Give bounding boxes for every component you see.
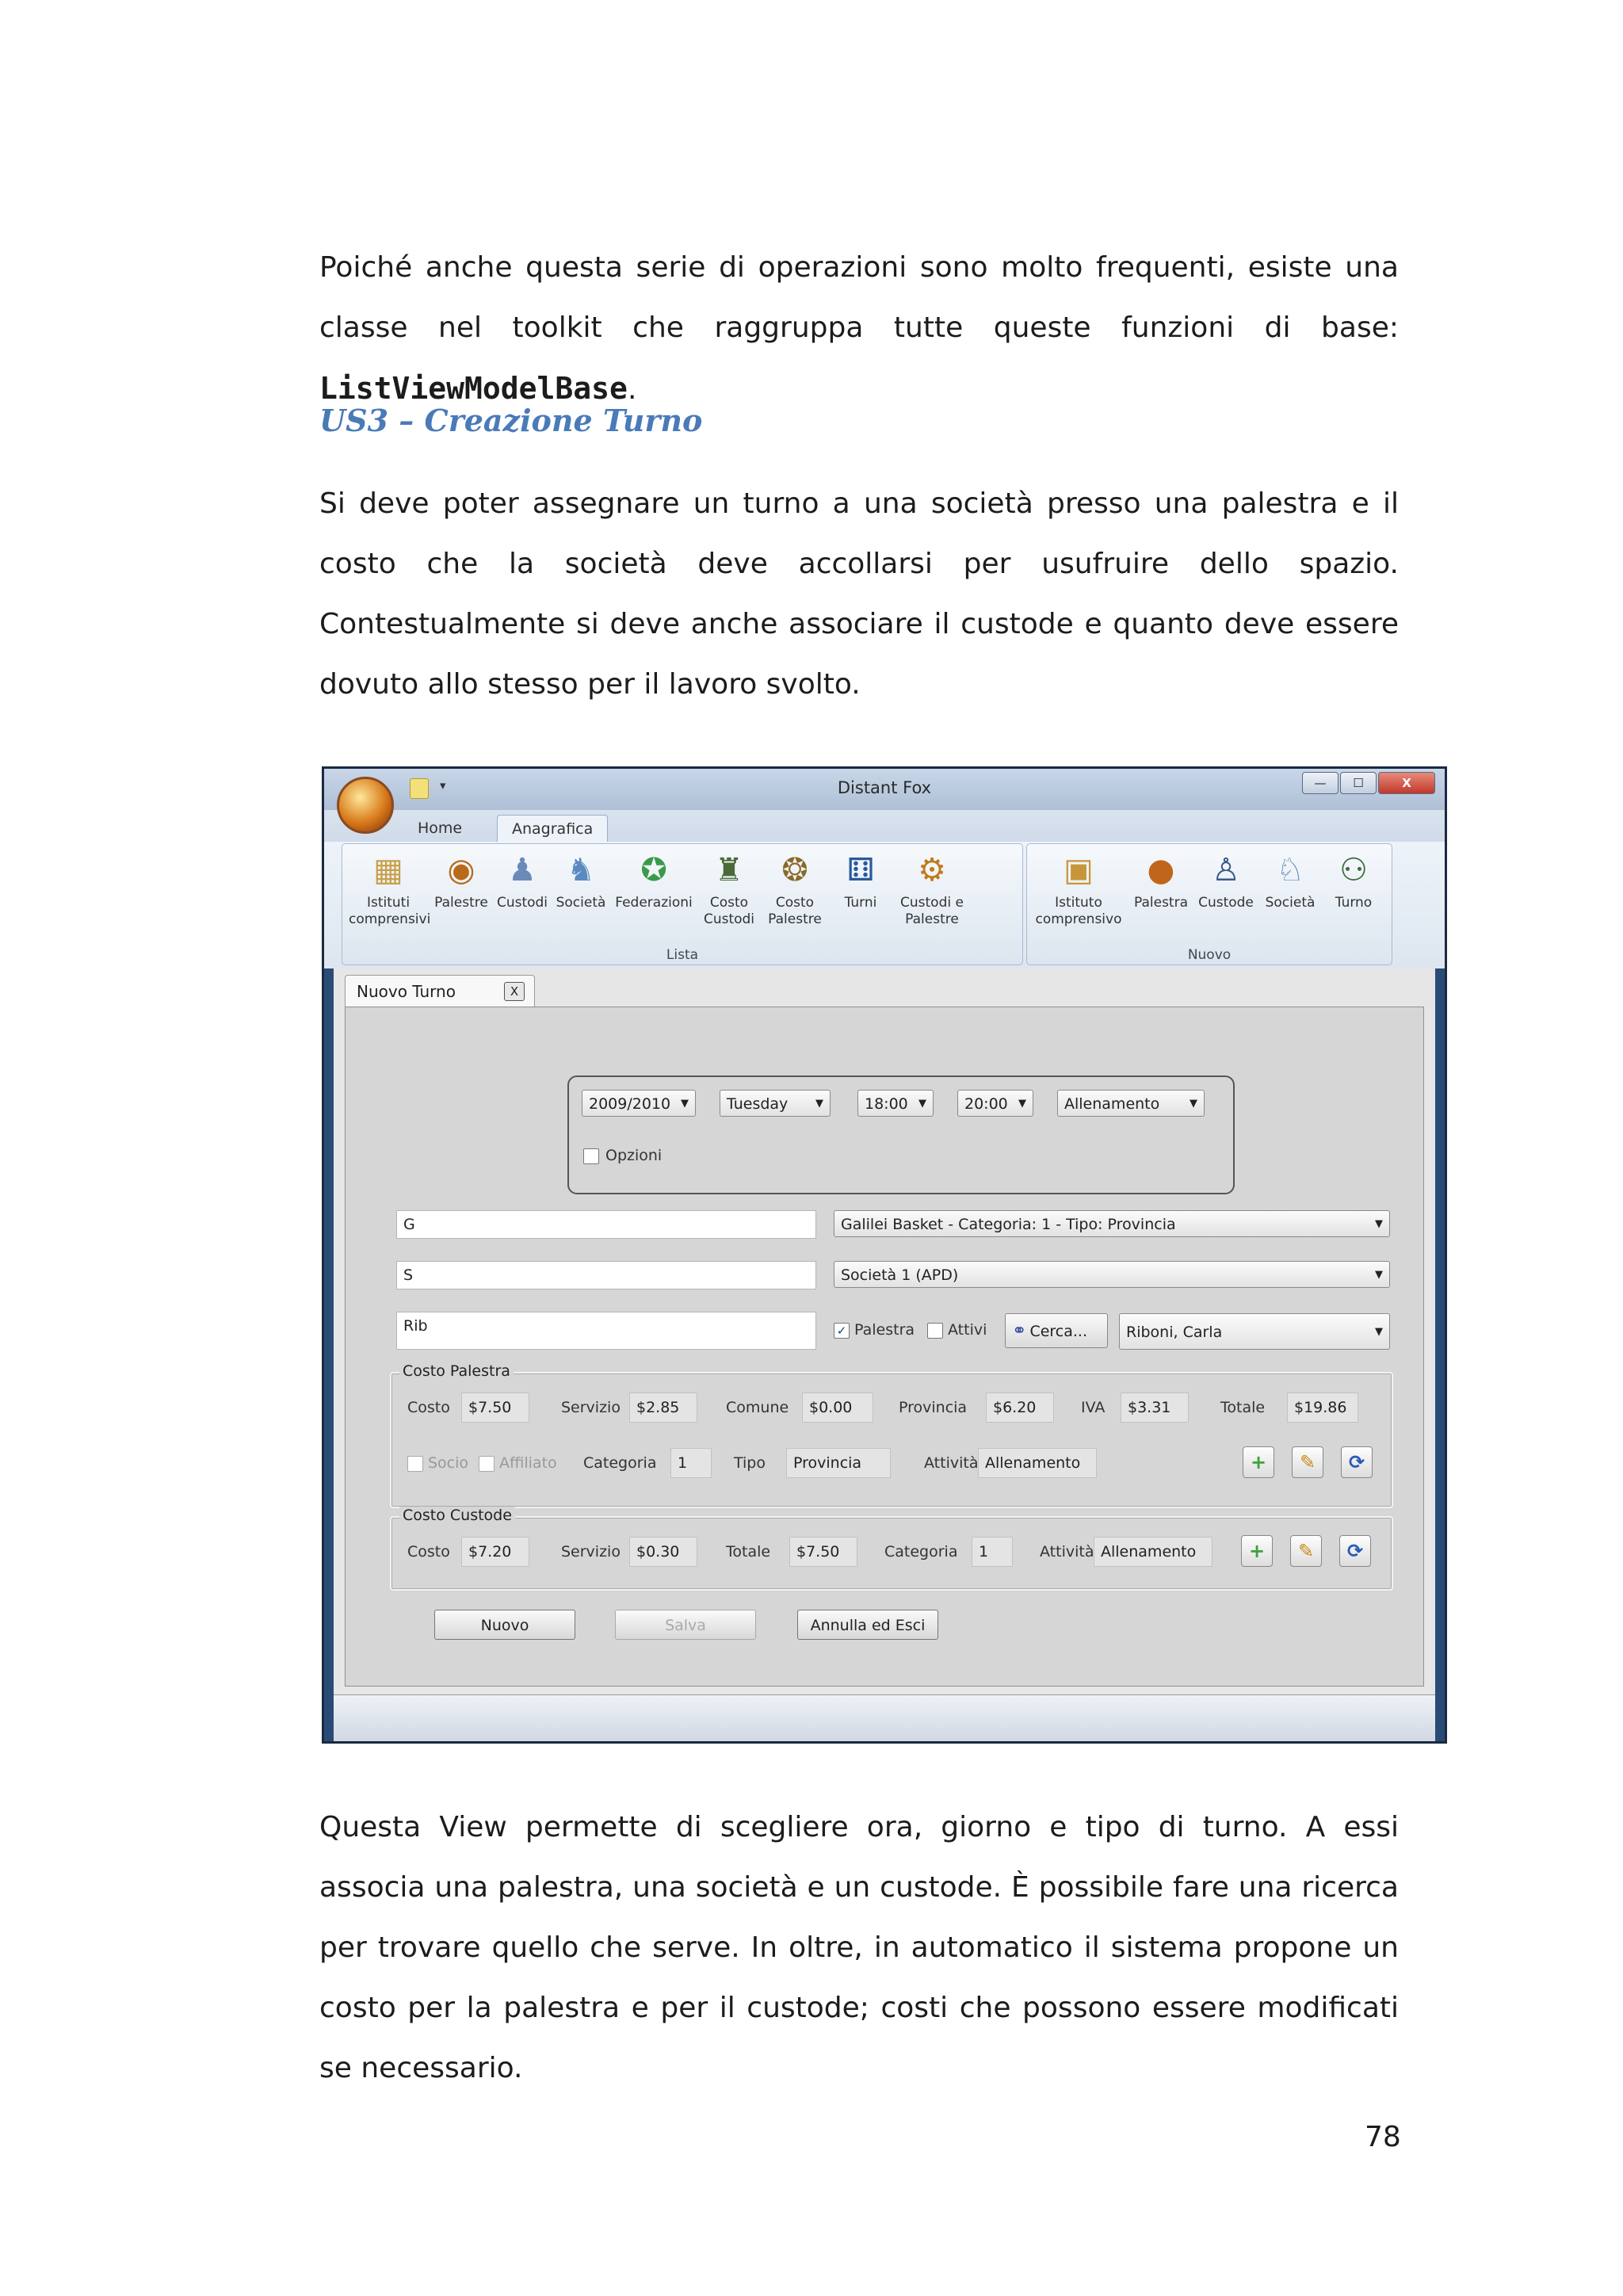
ribbon-button-nuovo-turno[interactable]: ⚇ Turno bbox=[1335, 852, 1373, 911]
ribbon-button-palestre[interactable]: ◉ Palestre bbox=[434, 852, 488, 911]
ribbon-button-societa[interactable]: ♞ Società bbox=[556, 852, 606, 911]
edit-gym-cost-button[interactable] bbox=[1292, 1446, 1323, 1478]
intro-text: Poiché anche questa serie di operazioni sono molto frequenti, esiste una classe nel toolkit che raggruppa tutte queste funzioni di base: bbox=[319, 251, 1399, 344]
socio-label: Socio bbox=[428, 1454, 469, 1472]
custodian-activity-value[interactable]: Allenamento bbox=[1094, 1537, 1212, 1567]
gym-icon: ◉ bbox=[447, 852, 475, 888]
app-window-screenshot bbox=[322, 766, 1447, 1744]
box-icon: ▣ bbox=[1064, 852, 1094, 888]
shifts-icon: ⚅ bbox=[846, 852, 875, 888]
affiliato-label: Affiliato bbox=[499, 1454, 557, 1472]
custodian-cost-value[interactable]: $7.20 bbox=[461, 1537, 529, 1567]
minimize-button[interactable]: — bbox=[1302, 772, 1338, 794]
gym-cost-label: Costo bbox=[407, 1399, 450, 1416]
refresh-icon: ⟳ bbox=[1346, 1540, 1364, 1562]
gym-comune-label: Comune bbox=[726, 1399, 789, 1416]
gym-cost-group bbox=[390, 1362, 1393, 1508]
edit-custodian-cost-button[interactable] bbox=[1290, 1535, 1322, 1567]
gym-select[interactable]: Galilei Basket - Categoria: 1 - Tipo: Provincia ▼ bbox=[834, 1210, 1390, 1237]
shift-icon: ⚇ bbox=[1339, 852, 1368, 888]
palestra-label: Palestra bbox=[854, 1321, 915, 1339]
status-bar bbox=[334, 1694, 1435, 1741]
chevron-down-icon: ▼ bbox=[1375, 1269, 1383, 1281]
gym-type-label: Tipo bbox=[734, 1454, 766, 1472]
chevron-down-icon: ▼ bbox=[918, 1098, 926, 1110]
gym-total-value[interactable]: $19.86 bbox=[1287, 1392, 1358, 1423]
title-bar bbox=[324, 769, 1445, 810]
chevron-down-icon: ▼ bbox=[1190, 1098, 1197, 1110]
ribbon-group-nuovo bbox=[1026, 843, 1392, 965]
school-icon: ▦ bbox=[373, 852, 403, 888]
affiliato-checkbox[interactable] bbox=[479, 1456, 495, 1472]
gym-service-label: Servizio bbox=[561, 1399, 621, 1416]
close-tab-button[interactable]: X bbox=[504, 982, 525, 1001]
pencil-icon: ✎ bbox=[1297, 1540, 1315, 1562]
description-paragraph: Si deve poter assegnare un turno a una società presso una palestra e il costo che la società deve accollarsi per usufruire dello spazio. Contestualmente si deve anche associare il custode e quanto deve essere dovuto allo stesso per il lavoro svolto. bbox=[319, 487, 1399, 701]
ribbon-button-nuovo-istituto[interactable]: ▣ Istituto comprensivo bbox=[1035, 852, 1122, 927]
custodian-total-value[interactable]: $7.50 bbox=[789, 1537, 857, 1567]
tab-nuovo-turno[interactable] bbox=[345, 975, 535, 1007]
federations-icon: ✪ bbox=[640, 852, 667, 888]
section-heading: US3 – Creazione Turno bbox=[319, 403, 703, 438]
save-button[interactable]: Salva bbox=[615, 1610, 756, 1640]
search-button[interactable]: ⚭ Cerca... bbox=[1005, 1313, 1108, 1348]
ribbon-button-turni[interactable]: ⚅ Turni bbox=[831, 850, 891, 911]
gym-search-input[interactable]: G bbox=[396, 1210, 816, 1239]
club-icon: ♘ bbox=[1276, 852, 1304, 888]
intro-period: . bbox=[627, 373, 637, 406]
tab-anagrafica[interactable]: Anagrafica bbox=[497, 815, 608, 842]
ribbon-group-lista bbox=[342, 843, 1023, 965]
closing-paragraph: Questa View permette di scegliere ora, giorno e tipo di turno. A essi associa una palestra, una società e un custode. È possibile fare una ricerca per trovare quello che serve. In oltre, in automatico il sistema propone un costo per la palestra e per il custode; costi che possono essere modificati se necessario. bbox=[319, 1811, 1399, 2084]
year-select[interactable]: 2009/2010 ▼ bbox=[582, 1090, 696, 1117]
chevron-down-icon: ▼ bbox=[815, 1098, 823, 1110]
custodian-service-label: Servizio bbox=[561, 1543, 621, 1561]
new-button[interactable]: Nuovo bbox=[434, 1610, 575, 1640]
gym-cost-value[interactable]: $7.50 bbox=[461, 1392, 529, 1423]
ribbon-button-custodi-palestre[interactable]: ⚙ Custodi e Palestre bbox=[900, 852, 964, 927]
intro-paragraph bbox=[319, 238, 1399, 420]
ribbon-button-istituti[interactable]: ▦ Istituti comprensivi bbox=[349, 852, 431, 927]
class-name-code: ListViewModelBase bbox=[319, 371, 628, 406]
start-time-select[interactable]: 18:00 ▼ bbox=[857, 1090, 934, 1117]
add-gym-cost-button[interactable] bbox=[1243, 1446, 1274, 1478]
window-title: Distant Fox bbox=[837, 778, 932, 797]
chevron-down-icon: ▼ bbox=[1018, 1098, 1026, 1110]
custodian-category-label: Categoria bbox=[884, 1543, 958, 1561]
ribbon-tab-strip bbox=[324, 810, 1445, 842]
ribbon-button-nuova-societa[interactable]: ♘ Società bbox=[1265, 852, 1316, 911]
gym-comune-value[interactable]: $0.00 bbox=[802, 1392, 873, 1423]
gym-provincia-value[interactable]: $6.20 bbox=[986, 1392, 1054, 1423]
club-search-input[interactable]: S bbox=[396, 1261, 816, 1289]
maximize-button[interactable]: ☐ bbox=[1340, 772, 1377, 794]
end-time-select[interactable]: 20:00 ▼ bbox=[957, 1090, 1033, 1117]
plus-icon: + bbox=[1248, 1540, 1266, 1562]
gym-provincia-label: Provincia bbox=[899, 1399, 968, 1416]
cancel-exit-button[interactable]: Annulla ed Esci bbox=[797, 1610, 938, 1640]
shift-type-select[interactable]: Allenamento ▼ bbox=[1057, 1090, 1205, 1117]
ribbon-button-costo-palestre[interactable]: ❂ Costo Palestre bbox=[768, 852, 822, 927]
gym-total-label: Totale bbox=[1220, 1399, 1266, 1416]
gym-iva-value[interactable]: $3.31 bbox=[1121, 1392, 1189, 1423]
custodian-cost-legend: Costo Custode bbox=[399, 1507, 515, 1524]
ribbon-group-label-lista: Lista bbox=[666, 947, 699, 963]
gym-activity-label: Attività bbox=[924, 1454, 979, 1472]
ball-icon: ● bbox=[1147, 852, 1175, 888]
close-button[interactable]: X bbox=[1378, 772, 1435, 794]
custodians-gyms-icon: ⚙ bbox=[918, 852, 946, 888]
day-select[interactable]: Tuesday ▼ bbox=[720, 1090, 831, 1117]
client-area bbox=[334, 968, 1435, 1741]
add-custodian-cost-button[interactable] bbox=[1241, 1535, 1273, 1567]
chevron-down-icon: ▼ bbox=[1375, 1326, 1383, 1338]
gym-cost-legend: Costo Palestra bbox=[399, 1362, 514, 1380]
socio-checkbox[interactable] bbox=[407, 1456, 423, 1472]
clubs-icon: ♞ bbox=[567, 852, 595, 888]
club-select[interactable]: Società 1 (APD) ▼ bbox=[834, 1261, 1390, 1288]
plus-icon: + bbox=[1250, 1451, 1267, 1473]
custodian-cost-icon: ♜ bbox=[715, 852, 743, 888]
custodian-category-value[interactable]: 1 bbox=[972, 1537, 1013, 1567]
custodian-service-value[interactable]: $0.30 bbox=[629, 1537, 697, 1567]
gym-type-value[interactable]: Provincia bbox=[786, 1448, 891, 1478]
ribbon-button-federazioni[interactable]: ✪ Federazioni bbox=[615, 852, 693, 911]
attivi-label: Attivi bbox=[948, 1321, 987, 1339]
options-label: Opzioni bbox=[605, 1147, 663, 1164]
pencil-icon: ✎ bbox=[1299, 1451, 1316, 1473]
ribbon-group-label-nuovo: Nuovo bbox=[1187, 947, 1232, 963]
ribbon-button-costo-custodi[interactable]: ♜ Costo Custodi bbox=[703, 852, 755, 927]
refresh-custodian-cost-button[interactable] bbox=[1339, 1535, 1371, 1567]
custodian-total-label: Totale bbox=[726, 1543, 771, 1561]
custodian-select[interactable]: Riboni, Carla ▼ bbox=[1119, 1313, 1390, 1350]
custodians-icon: ♟ bbox=[508, 852, 537, 888]
gym-iva-label: IVA bbox=[1081, 1399, 1106, 1416]
application-menu-button[interactable] bbox=[337, 777, 394, 834]
page-number: 78 bbox=[1365, 2121, 1401, 2153]
attivi-checkbox[interactable] bbox=[927, 1323, 943, 1339]
gym-category-label: Categoria bbox=[583, 1454, 657, 1472]
ribbon-button-custodi[interactable]: ♟ Custodi bbox=[496, 852, 548, 911]
gym-service-value[interactable]: $2.85 bbox=[629, 1392, 697, 1423]
gym-cost-icon: ❂ bbox=[781, 852, 808, 888]
ribbon-button-nuovo-custode[interactable]: ♙ Custode bbox=[1198, 852, 1254, 911]
turno-form-panel bbox=[345, 1007, 1424, 1687]
ribbon bbox=[324, 842, 1445, 968]
custodian-icon: ♙ bbox=[1212, 852, 1240, 888]
refresh-icon: ⟳ bbox=[1348, 1451, 1365, 1473]
custodian-search-input[interactable]: Rib bbox=[396, 1312, 816, 1350]
options-checkbox[interactable] bbox=[583, 1148, 599, 1164]
palestra-checkbox[interactable]: ✓ bbox=[834, 1323, 850, 1339]
custodian-activity-label: Attività bbox=[1040, 1543, 1094, 1561]
chevron-down-icon: ▼ bbox=[1375, 1218, 1383, 1230]
quick-access-dropdown-icon[interactable]: ▾ bbox=[440, 778, 446, 793]
gym-activity-value[interactable]: Allenamento bbox=[978, 1448, 1097, 1478]
ribbon-button-nuova-palestra[interactable]: ● Palestra bbox=[1133, 852, 1189, 911]
gym-category-value[interactable]: 1 bbox=[670, 1448, 712, 1478]
custodian-cost-label: Costo bbox=[407, 1543, 450, 1561]
tab-nuovo-turno-label: Nuovo Turno bbox=[357, 982, 456, 1001]
binoculars-icon: ⚭ bbox=[1012, 1321, 1027, 1341]
refresh-gym-cost-button[interactable] bbox=[1341, 1446, 1373, 1478]
chevron-down-icon: ▼ bbox=[681, 1098, 689, 1110]
tab-home[interactable]: Home bbox=[418, 819, 463, 837]
